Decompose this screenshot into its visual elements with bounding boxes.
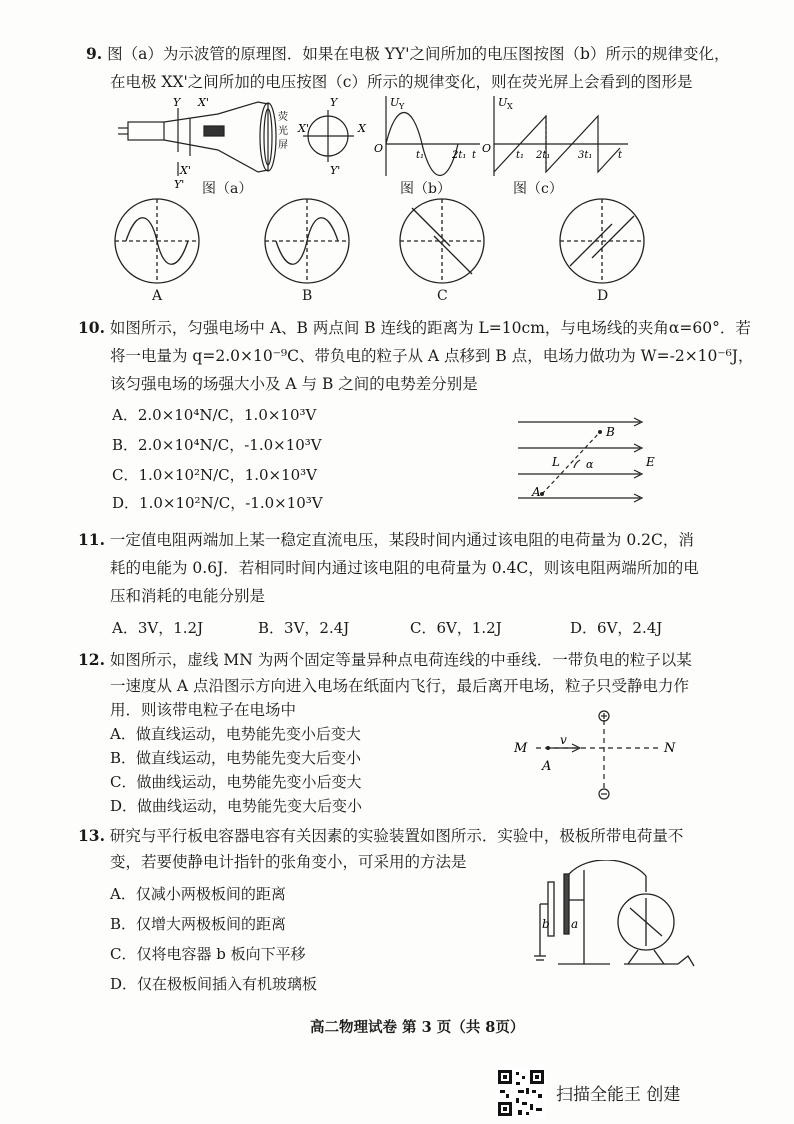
q9-number: 9. [86, 44, 103, 63]
svg-text:Y: Y [173, 96, 181, 109]
fig-a-caption: 图（a） [202, 181, 253, 197]
q13-number: 13. [78, 826, 105, 845]
svg-text:B: B [606, 425, 615, 439]
electrometer-diagram [528, 860, 700, 976]
q10-line1: 10. 如图所示，匀强电场中 A、B 两点间 B 连线的距离为 L=10cm，与电场线的夹角α=60°．若 [78, 318, 751, 337]
svg-text:荧: 荧 [278, 112, 288, 123]
q10-option-d[interactable]: D．1.0×10²N/C，-1.0×10³V [112, 494, 323, 512]
q13-option-d[interactable]: D．仅在极板间插入有机玻璃板 [110, 975, 318, 993]
svg-text:t: t [472, 150, 477, 161]
q10-option-a[interactable]: A．2.0×10⁴N/C，1.0×10³V [112, 406, 317, 424]
fig-b-caption: 图（b） [400, 181, 451, 197]
svg-text:M: M [514, 741, 528, 756]
svg-text:Y: Y [330, 96, 338, 109]
svg-text:t₁: t₁ [516, 150, 525, 161]
q11-line3: 压和消耗的电能分别是 [110, 587, 266, 605]
svg-text:X: X [358, 122, 366, 135]
svg-text:α: α [586, 458, 594, 471]
q11-line2: 耗的电能为 0.6J．若相同时间内通过该电阻的电荷量为 0.4C，则该电阻两端所加的电 [110, 559, 699, 577]
q12-line2: 一速度从 A 点沿图示方向进入电场在纸面内飞行，最后离开电场，粒子只受静电力作 [110, 677, 690, 695]
svg-text:X: X [507, 102, 513, 111]
ux-graph [480, 92, 630, 178]
svg-text:O: O [374, 142, 384, 155]
charges-field-diagram [508, 708, 688, 802]
q10-option-c[interactable]: C．1.0×10²N/C，1.0×10³V [112, 466, 318, 484]
svg-text:U: U [390, 96, 400, 109]
q9-line2: 在电极 XX'之间所加的电压按图（c）所示的规律变化，则在荧光屏上会看到的图形是 [110, 73, 693, 91]
svg-text:Y': Y' [174, 178, 185, 191]
svg-text:t₁: t₁ [416, 150, 425, 161]
svg-text:X': X' [180, 164, 191, 177]
svg-text:X': X' [298, 122, 309, 135]
q12-number: 12. [78, 650, 105, 669]
q12-option-b[interactable]: B．做直线运动，电势能先变大后变小 [110, 749, 362, 767]
q10-line2: 将一电量为 q=2.0×10⁻⁹C、带负电的粒子从 A 点移到 B 点，电场力做功为 W=-2×10⁻⁶J， [110, 347, 754, 365]
svg-text:Y': Y' [330, 164, 341, 177]
svg-text:2t₁: 2t₁ [536, 150, 551, 161]
q10-line3: 该匀强电场的场强大小及 A 与 B 之间的电势差分别是 [110, 375, 478, 393]
svg-text:A: A [542, 759, 552, 774]
q12-option-a[interactable]: A．做直线运动，电势能先变小后变大 [110, 725, 361, 743]
scanner-watermark: 扫描全能王 创建 [556, 1085, 681, 1105]
oscilloscope-diagram [118, 92, 378, 192]
q13-line1: 13. 研究与平行板电容器电容有关因素的实验装置如图所示．实验中，极板所带电荷量不 [78, 826, 684, 845]
svg-text:b: b [542, 917, 550, 931]
q12-option-c[interactable]: C．做曲线运动，电势能先变小后变大 [110, 773, 362, 791]
svg-text:屏: 屏 [278, 140, 288, 151]
q11-option-b[interactable]: B．3V，2.4J [258, 619, 350, 637]
uniform-field-diagram [516, 412, 666, 506]
q13-option-b[interactable]: B．仅增大两极板间的距离 [110, 915, 287, 933]
q9-choice-screens [112, 196, 672, 288]
q10-option-b[interactable]: B．2.0×10⁴N/C，-1.0×10³V [112, 436, 322, 454]
q12-option-d[interactable]: D．做曲线运动，电势能先变大后变小 [110, 797, 363, 815]
q9-line1: 9. 图（a）为示波管的原理图．如果在电极 YY'之间所加的电压图按图（b）所示的规律变化， [86, 44, 730, 63]
page-footer: 高二物理试卷 第 3 页（共 8页） [310, 1019, 525, 1036]
uy-graph [372, 92, 482, 178]
q13-line2: 变，若要使静电计指针的张角变小，可采用的方法是 [110, 853, 467, 871]
svg-text:v: v [560, 733, 567, 747]
choice-a-label: A [152, 288, 163, 304]
q11-option-a[interactable]: A．3V，1.2J [112, 619, 204, 637]
q11-option-d[interactable]: D．6V，2.4J [570, 619, 663, 637]
qr-code-icon [496, 1068, 546, 1118]
q11-option-c[interactable]: C．6V，1.2J [410, 619, 502, 637]
svg-text:A: A [532, 485, 541, 499]
svg-text:Y: Y [399, 102, 405, 111]
q13-option-a[interactable]: A．仅减小两极板间的距离 [110, 885, 286, 903]
choice-d-label: D [597, 288, 609, 304]
fig-c-caption: 图（c） [513, 181, 563, 197]
svg-text:光: 光 [278, 126, 288, 137]
svg-text:N: N [664, 741, 676, 756]
svg-text:3t₁: 3t₁ [578, 150, 593, 161]
svg-text:X': X' [198, 96, 209, 109]
svg-text:a: a [571, 917, 579, 931]
svg-text:2t₁: 2t₁ [452, 150, 467, 161]
choice-c-label: C [437, 288, 448, 304]
svg-text:L: L [552, 455, 560, 469]
q13-option-c[interactable]: C．仅将电容器 b 板向下平移 [110, 945, 306, 963]
svg-text:E: E [646, 455, 655, 469]
svg-text:t: t [618, 150, 623, 161]
q11-number: 11. [78, 530, 105, 549]
q10-number: 10. [78, 318, 105, 337]
q12-line1: 12. 如图所示，虚线 MN 为两个固定等量异种点电荷连线的中垂线．一带负电的粒子以某 [78, 650, 692, 669]
choice-b-label: B [302, 288, 313, 304]
q12-line3: 用．则该带电粒子在电场中 [110, 701, 297, 719]
svg-text:O: O [482, 142, 492, 155]
svg-text:U: U [498, 96, 508, 109]
q11-line1: 11. 一定值电阻两端加上某一稳定直流电压，某段时间内通过该电阻的电荷量为 0.2C，消 [78, 530, 694, 549]
